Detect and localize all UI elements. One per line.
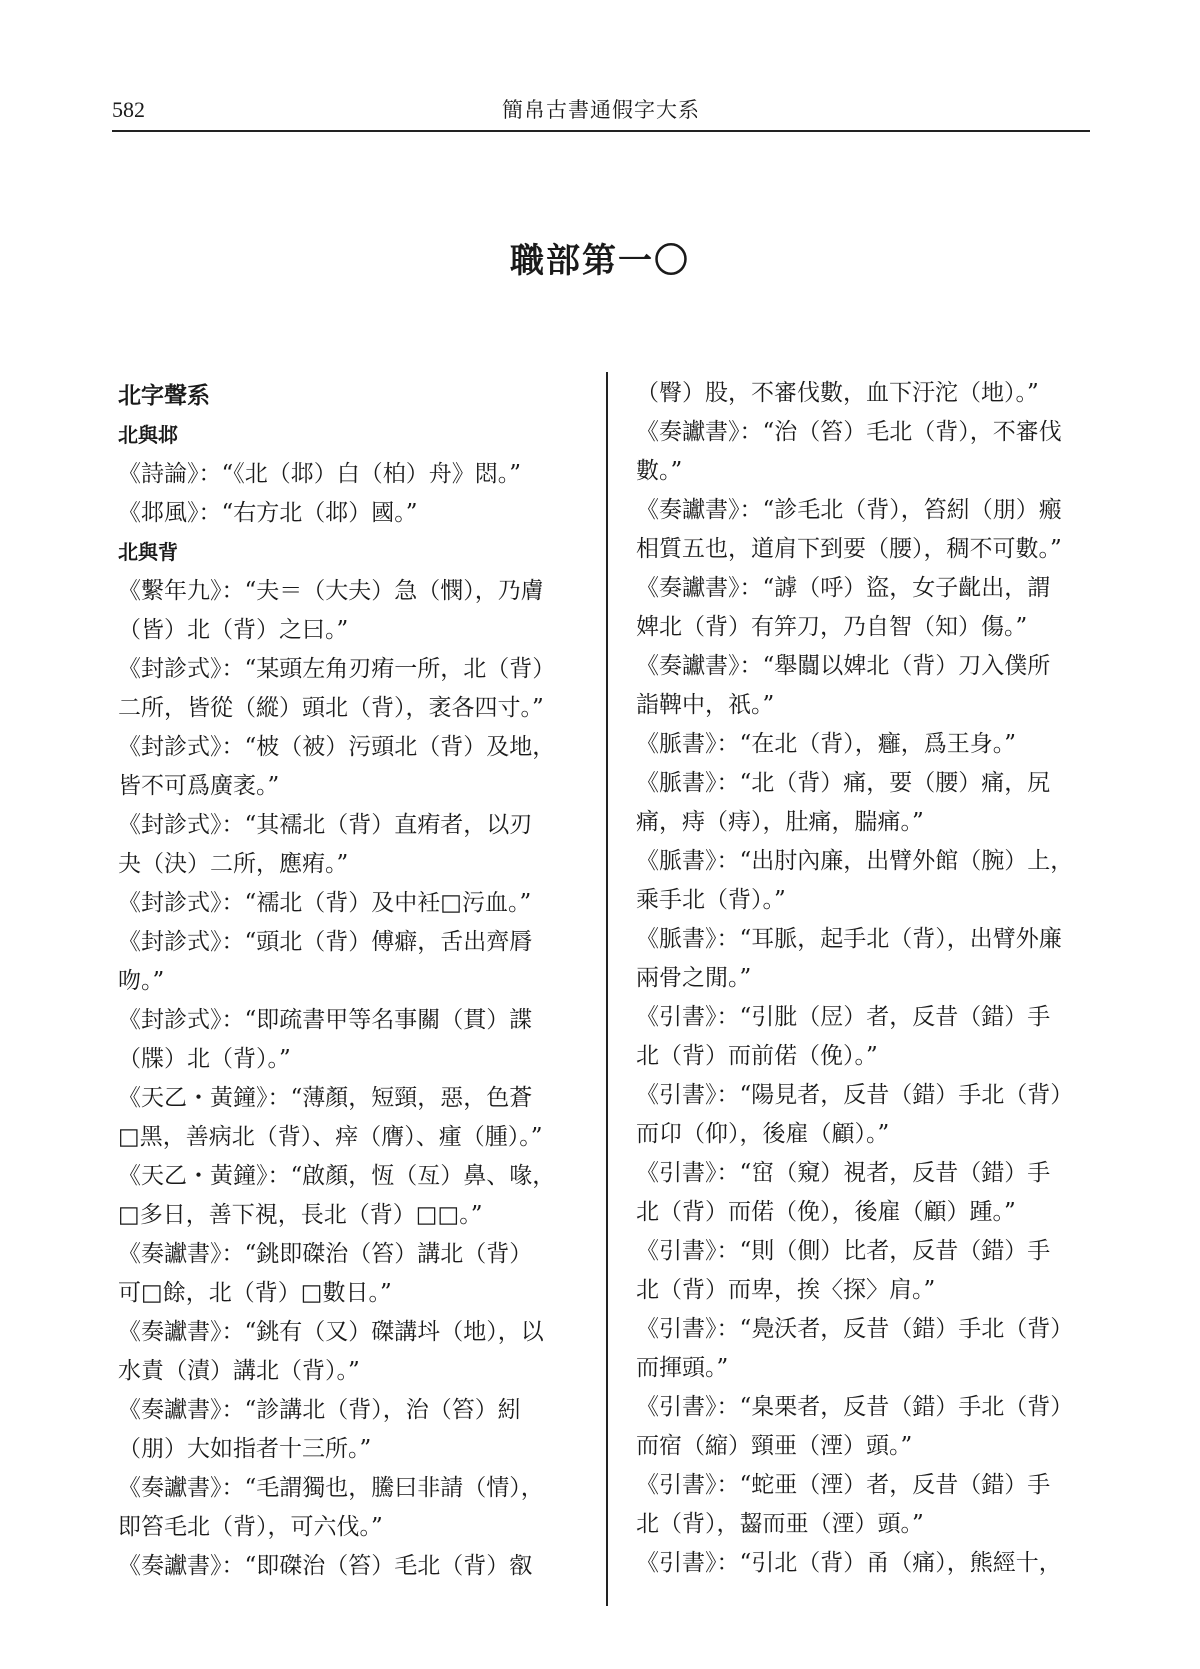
- text-line: 《奏讞書》：“治（笞）毛北（背），不審伐: [636, 419, 1062, 445]
- text-line: 《封診式》：“即疏書甲等名事關（貫）諜: [118, 1007, 533, 1033]
- text-line: 《封診式》：“襦北（背）及中衽□污血。”: [118, 890, 532, 916]
- text-line: 《奏讞書》：“銚即磔治（笞）講北（背）: [118, 1241, 533, 1267]
- text-line: 北（背）而偌（俛），後雇（顧）踵。”: [636, 1199, 1016, 1225]
- text-line: 二所，皆從（縱）頭北（背），袤各四寸。”: [118, 695, 544, 721]
- text-line: 皆不可爲廣袤。”: [118, 773, 280, 799]
- text-line: 《奏讞書》：“銚有（又）磔講㘰（地），以: [118, 1319, 544, 1345]
- text-line: （牒）北（背）。”: [118, 1046, 291, 1072]
- text-line: 可□餘，北（背）□數日。”: [118, 1280, 392, 1306]
- text-line: 北（背），齧而亜（湮）頭。”: [636, 1511, 924, 1537]
- text-line: 《封診式》：“其襦北（背）直痏者，以刃: [118, 812, 533, 838]
- text-line: 痛，痔（痔），肚痛，腨痛。”: [636, 809, 924, 835]
- section-heading: 北字聲系: [118, 383, 210, 409]
- text-line: 數。”: [636, 458, 683, 484]
- text-line: 婢北（背）有笄刀，乃自智（知）傷。”: [636, 614, 1028, 640]
- page-header: [112, 96, 1090, 132]
- text-line: 詣鞞中，祇。”: [636, 692, 775, 718]
- subsection-heading: 北與邶: [118, 423, 178, 447]
- text-line: 《脈書》：“在北（背），癰，爲王身。”: [636, 731, 1017, 757]
- text-line: 而卬（仰），後雇（顧）。”: [636, 1121, 890, 1147]
- text-line: （臀）股，不審伐數，血下汙沱（地）。”: [636, 380, 1039, 406]
- column-divider: [606, 372, 608, 1606]
- text-line: 夬（決）二所，應痏。”: [118, 851, 349, 877]
- text-line: （皆）北（背）之曰。”: [118, 617, 349, 643]
- text-line: 《天乙・黃鐘》：“薄顏，短頸，惡，色蒼: [118, 1085, 533, 1111]
- text-line: 而揮頭。”: [636, 1355, 729, 1381]
- text-line: 《脈書》：“耳脈，起手北（背），出臂外廉: [636, 926, 1062, 952]
- text-line: 即笞毛北（背），可六伐。”: [118, 1514, 383, 1540]
- text-line: 《封診式》：“某頭左角刃痏一所，北（背）: [118, 656, 556, 682]
- text-line: 《奏讞書》：“毛謂獨也，騰曰非請（情），: [118, 1475, 544, 1501]
- text-line: 《脈書》：“出肘內廉，出臂外館（腕）上，: [636, 848, 1074, 874]
- text-line: 乘手北（背）。”: [636, 887, 786, 913]
- text-line: 《奏讞書》：“舉闒以婢北（背）刀入僕所: [636, 653, 1051, 679]
- text-line: 水責（漬）講北（背）。”: [118, 1358, 360, 1384]
- text-line: 《引書》：“窋（窺）視者，反昔（錯）手: [636, 1160, 1051, 1186]
- text-line: 《奏讞書》：“診毛北（背），笞紖（朋）瘢: [636, 497, 1062, 523]
- text-line: 《奏讞書》：“即磔治（笞）毛北（背）㕡: [118, 1553, 533, 1579]
- book-title: 簡帛古書通假字大系: [502, 98, 700, 122]
- page-number: 582: [112, 97, 145, 122]
- text-line: □多日，善下視，長北（背）□□。”: [118, 1202, 483, 1228]
- text-line: 吻。”: [118, 968, 165, 994]
- text-line: 《奏讞書》：“謼（呼）盜，女子齔出，謂: [636, 575, 1051, 601]
- left-column: [118, 376, 584, 1586]
- text-line: 《引書》：“陽見者，反昔（錯）手北（背）: [636, 1082, 1074, 1108]
- text-line: 而宿（縮）頸亜（湮）頭。”: [636, 1433, 913, 1459]
- text-line: 《奏讞書》：“診講北（背），治（笞）紖: [118, 1397, 521, 1423]
- subsection-heading: 北與背: [118, 540, 178, 564]
- text-line: 《引書》：“引北（背）甬（痛），熊經十，: [636, 1550, 1062, 1576]
- text-line: □黑，善病北（背）、㾕（膺）、瘇（腫）。”: [118, 1124, 543, 1150]
- text-line: 相質五也，道肩下到要（腰），稠不可數。”: [636, 536, 1062, 562]
- text-line: 《引書》：“引肶（㞐）者，反昔（錯）手: [636, 1004, 1051, 1030]
- text-line: 《邶風》：“右方北（邶）國。”: [118, 500, 418, 526]
- text-line: 北（背）而前偌（俛）。”: [636, 1043, 878, 1069]
- text-line: 《引書》：“臬栗者，反昔（錯）手北（背）: [636, 1394, 1074, 1420]
- text-line: 《封診式》：“頭北（背）傅癖，舌出齊脣: [118, 929, 533, 955]
- right-column: [636, 374, 1102, 1583]
- text-line: 北（背）而卑，挨〈探〉肩。”: [636, 1277, 936, 1303]
- text-line: 《詩論》：“《北（邶）白（柏）舟》悶。”: [118, 461, 522, 487]
- text-line: 《引書》：“則（側）比者，反昔（錯）手: [636, 1238, 1051, 1264]
- text-line: 《封診式》：“柀（被）污頭北（背）及地，: [118, 734, 556, 760]
- text-line: 兩骨之閒。”: [636, 965, 752, 991]
- text-line: 《脈書》：“北（背）痛，要（腰）痛，尻: [636, 770, 1051, 796]
- text-line: 《繫年九》：“夫＝（大夫）急（憫），乃膚: [118, 578, 544, 604]
- text-line: 《引書》：“鳧沃者，反昔（錯）手北（背）: [636, 1316, 1074, 1342]
- chapter-title: 職部第一〇: [510, 241, 690, 281]
- text-line: （朋）大如指者十三所。”: [118, 1436, 372, 1462]
- text-line: 《天乙・黃鐘》：“啟顏，恆（亙）鼻、喙，: [118, 1163, 556, 1189]
- text-line: 《引書》：“蛇亜（湮）者，反昔（錯）手: [636, 1472, 1051, 1498]
